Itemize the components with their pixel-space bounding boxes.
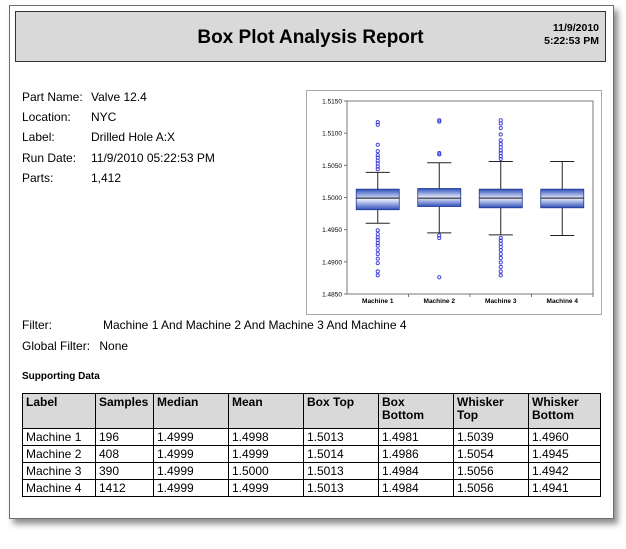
report-page [9, 5, 614, 519]
info-value: NYC [91, 110, 117, 124]
cell: Machine 3 [23, 463, 96, 480]
box [418, 188, 461, 206]
cell: 1.4986 [379, 446, 454, 463]
cell: 196 [96, 429, 154, 446]
box [356, 189, 399, 210]
global-filter-row [22, 339, 128, 353]
y-tick-label: 1.4900 [322, 259, 342, 267]
cell: Machine 1 [23, 429, 96, 446]
cell: 1.5054 [454, 446, 529, 463]
report-title: Box Plot Analysis Report [197, 27, 424, 48]
box-plot-chart [306, 90, 602, 315]
column-header: Median [154, 394, 229, 429]
column-header: Box Bottom [379, 394, 454, 429]
column-header: Whisker Bottom [529, 394, 601, 429]
x-tick-label: Machine 2 [423, 298, 455, 305]
column-header: Whisker Top [454, 394, 529, 429]
cell: 1.4941 [529, 480, 601, 497]
y-tick-label: 1.5100 [322, 130, 342, 138]
cell: 1.4999 [229, 446, 304, 463]
y-tick-label: 1.5000 [322, 195, 342, 202]
cell: 1.4998 [229, 429, 304, 446]
cell: 1.4945 [529, 446, 601, 463]
report-time: 5:22:53 PM [544, 35, 599, 47]
info-label: Run Date: [22, 151, 77, 165]
x-tick-label: Machine 3 [485, 298, 517, 305]
cell: 408 [96, 446, 154, 463]
filter-row [22, 318, 407, 332]
table-row [23, 463, 601, 480]
info-value: 1,412 [91, 171, 122, 185]
table-header-row [23, 394, 601, 429]
global-filter-label: Global Filter: [22, 339, 91, 353]
report-header [15, 11, 606, 62]
column-header: Samples [96, 394, 154, 429]
cell: 1.4981 [379, 429, 454, 446]
cell: 1.5013 [304, 463, 379, 480]
info-label: Part Name: [22, 90, 83, 104]
table-row [23, 480, 601, 497]
filter-label: Filter: [22, 318, 52, 332]
info-value: 11/9/2010 05:22:53 PM [91, 151, 215, 165]
table-row [23, 446, 601, 463]
column-header: Mean [229, 394, 304, 429]
x-tick-label: Machine 4 [546, 298, 578, 305]
info-label: Parts: [22, 171, 54, 185]
filter-value: Machine 1 And Machine 2 And Machine 3 And Machine 4 [103, 318, 407, 332]
cell: 1412 [96, 480, 154, 497]
box-plot-svg [307, 91, 601, 314]
y-tick-label: 1.5050 [322, 162, 342, 170]
column-header: Box Top [304, 394, 379, 429]
y-tick-label: 1.5150 [322, 98, 342, 106]
cell: 1.4984 [379, 463, 454, 480]
supporting-data-table [22, 393, 601, 497]
cell: Machine 4 [23, 480, 96, 497]
supporting-data-title: Supporting Data [22, 371, 100, 382]
cell: 1.5000 [229, 463, 304, 480]
table-row [23, 429, 601, 446]
cell: 1.4999 [154, 429, 229, 446]
info-label: Location: [22, 110, 71, 124]
cell: 1.4999 [154, 446, 229, 463]
cell: 1.4999 [154, 463, 229, 480]
cell: Machine 2 [23, 446, 96, 463]
cell: 1.5013 [304, 429, 379, 446]
cell: 1.5014 [304, 446, 379, 463]
info-value: Valve 12.4 [91, 90, 147, 104]
info-value: Drilled Hole A:X [91, 130, 176, 144]
info-label: Label: [22, 130, 55, 144]
cell: 1.4984 [379, 480, 454, 497]
report-date: 11/9/2010 [552, 22, 599, 34]
cell: 1.4999 [229, 480, 304, 497]
cell: 1.5039 [454, 429, 529, 446]
y-tick-label: 1.4950 [322, 227, 342, 235]
cell: 1.4960 [529, 429, 601, 446]
global-filter-value: None [99, 339, 129, 353]
cell: 1.5056 [454, 480, 529, 497]
cell: 390 [96, 463, 154, 480]
column-header: Label [23, 394, 96, 429]
cell: 1.4942 [529, 463, 601, 480]
y-tick-label: 1.4850 [322, 291, 342, 299]
cell: 1.5013 [304, 480, 379, 497]
x-tick-label: Machine 1 [362, 298, 394, 305]
cell: 1.5056 [454, 463, 529, 480]
cell: 1.4999 [154, 480, 229, 497]
